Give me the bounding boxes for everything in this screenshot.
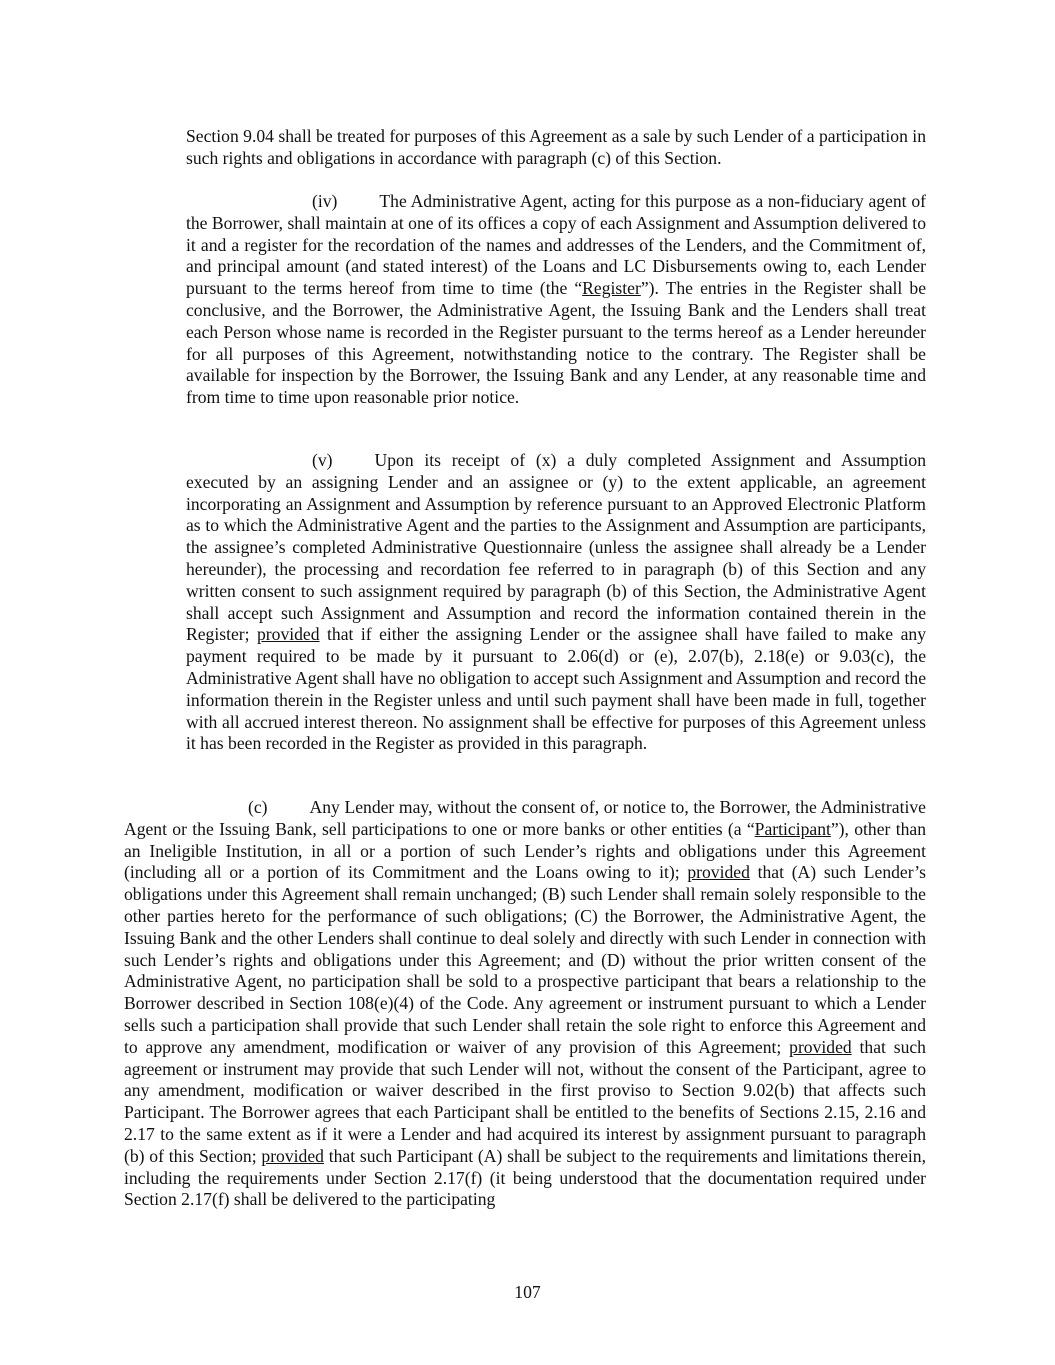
paragraph-v [186,450,926,755]
paragraph-iv-text-2: ”). The entries in the Register shall be conclusive, and the Borrower, the Administrative Agent, the Issuing Bank and the Lenders shall treat each Person whose name is recorded in the Register pursuant to the terms hereof as a Lender hereunder for all purposes of this Agreement, notwithstanding notice to the contrary. The Register shall be available for inspection by the Borrower, the Issuing Bank and any Lender, at any reasonable time and from time to time upon reasonable prior notice. [186,278,927,408]
page-number: 107 [514,1282,541,1302]
paragraph-c-text-4: that such agreement or instrument may provide that such Lender will not, without the consent of the Participant, agree to any amendment, modification or waiver described in the first proviso to Section 9.02(b) that affects such Participant. The Borrower agrees that each Participant shall be entitled to the benefits of Sections 2.15, 2.16 and 2.17 to the same extent as if it were a Lender and had acquired its interest by assignment pursuant to paragraph (b) of this Section; [124,1036,926,1166]
paragraph-iv-text-1: The Administrative Agent, acting for this purpose as a non-fiduciary agent of the Borrower, shall maintain at one of its offices a copy of each Assignment and Assumption delivered to it and a register for the recordation of the names and addresses of the Lenders, and the Commitment of, and principal amount (and stated interest) of the Loans and LC Disbursements owing to, each Lender pursuant to the terms hereof from time to time (the “ [186,191,926,299]
paragraph-c-label: (c) [248,797,268,817]
paragraph-c [124,797,926,1211]
paragraph-c-text-2: ”), other than an Ineligible Institution, in all or a portion of such Lender’s rights and obligations under this Agreement (including all or a portion of its Commitment and the Loans owing to it); [124,818,926,883]
provided-term: provided [261,1145,324,1166]
paragraph-v-text-2: that if either the assigning Lender or the assignee shall have failed to make any payment required to be made by it pursuant to 2.06(d) or (e), 2.07(b), 2.18(e) or 9.03(c), the Administrative Agent shall have no obligation to accept such Assignment and Assumption and record the information therein in the Register unless and until such payment shall have been made in full, together with all accrued interest thereon. No assignment shall be effective for purposes of this Agreement unless it has been recorded in the Register as provided in this paragraph. [186,624,926,754]
paragraph-iv [186,191,926,409]
paragraph-iv-label: (iv) [312,191,338,211]
paragraph-continuation: Section 9.04 shall be treated for purposes of this Agreement as a sale by such Lender of a participation in such rights and obligations in accordance with paragraph (c) of this Section. [186,126,926,168]
register-defined-term: Register [582,278,641,299]
provided-term: provided [257,624,320,645]
paragraph-c-text-3: that (A) such Lender’s obligations under this Agreement shall remain unchanged; (B) such Lender shall remain solely responsible to the other parties hereto for the performance of such obligations; (C) the Borrower, the Administrative Agent, the Issuing Bank and the other Lenders shall continue to deal solely and directly with such Lender in connection with such Lender’s rights and obligations under this Agreement; and (D) without the prior written consent of the Administrative Agent, no participation shall be sold to a prospective participant that bears a relationship to the Borrower described in Section 108(e)(4) of the Code. Any agreement or instrument pursuant to which a Lender sells such a participation shall provide that such Lender shall retain the sole right to enforce this Agreement and to approve any amendment, modification or waiver of any provision of this Agreement; [124,862,926,1057]
provided-term: provided [687,862,750,883]
paragraph-c-text-5: that such Participant (A) shall be subject to the requirements and limitations therein, including the requirements under Section 2.17(f) (it being understood that the documentation required under Section 2.17(f) shall be delivered to the participating [124,1145,926,1210]
paragraph-v-text-1: Upon its receipt of (x) a duly completed Assignment and Assumption executed by an assigning Lender and an assignee or (y) to the extent applicable, an agreement incorporating an Assignment and Assumption by reference pursuant to an Approved Electronic Platform as to which the Administrative Agent and the parties to the Assignment and Assumption are participants, the assignee’s completed Administrative Questionnaire (unless the assignee shall already be a Lender hereunder), the processing and recordation fee referred to in paragraph (b) of this Section and any written consent to such assignment required by paragraph (b) of this Section, the Administrative Agent shall accept such Assignment and Assumption and record the information contained therein in the Register; [186,450,926,645]
provided-term: provided [789,1036,852,1057]
paragraph-v-label: (v) [312,450,333,470]
paragraph-c-text-1: Any Lender may, without the consent of, or notice to, the Borrower, the Administrative Agent or the Issuing Bank, sell participations to one or more banks or other entities (a “ [124,797,926,839]
participant-defined-term: Participant [754,818,831,839]
